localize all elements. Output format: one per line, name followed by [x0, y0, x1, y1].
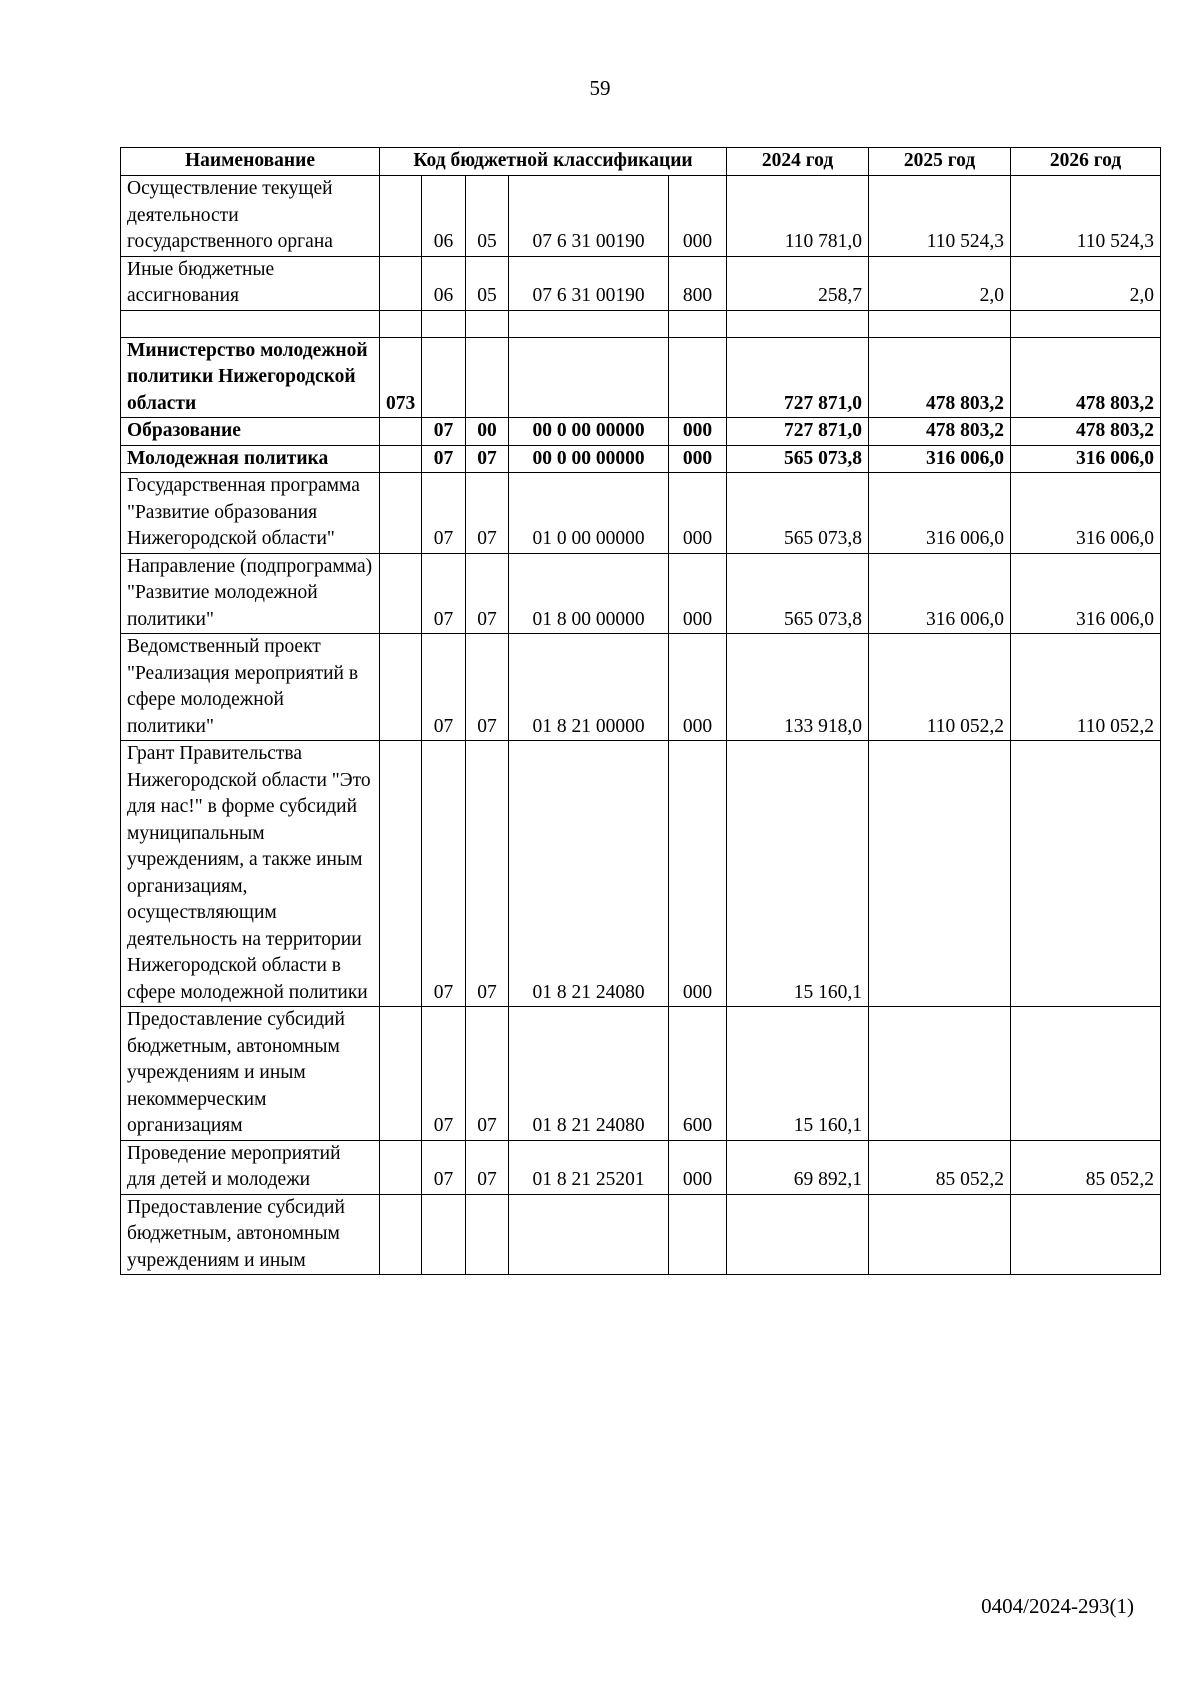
row-vr: 000	[669, 176, 727, 257]
row-ved	[380, 634, 422, 741]
table-row	[121, 176, 1161, 257]
row-2025: 2,0	[869, 256, 1011, 310]
row-pr: 07	[466, 634, 509, 741]
row-pr	[466, 1194, 509, 1275]
header-2024: 2024 год	[727, 148, 869, 176]
row-rz: 07	[422, 741, 466, 1007]
row-name: Иные бюджетные ассигнования	[121, 256, 380, 310]
row-ved	[380, 418, 422, 446]
row-2024	[727, 1194, 869, 1275]
row-pr: 07	[466, 553, 509, 634]
row-ved	[380, 176, 422, 257]
row-name: Предоставление субсидий бюджетным, автономным учреждениям и иным некоммерческим организациям	[121, 1007, 380, 1141]
row-name: Образование	[121, 418, 380, 446]
row-name: Ведомственный проект "Реализация мероприятий в сфере молодежной политики"	[121, 634, 380, 741]
row-csr: 00 0 00 00000	[509, 445, 669, 473]
row-vr: 000	[669, 1140, 727, 1194]
row-ved	[380, 741, 422, 1007]
row-2024: 565 073,8	[727, 553, 869, 634]
row-name: Направление (подпрограмма) "Развитие молодежной политики"	[121, 553, 380, 634]
row-2026	[1011, 741, 1161, 1007]
row-2026: 110 052,2	[1011, 634, 1161, 741]
table-row	[121, 256, 1161, 310]
row-ved	[380, 1007, 422, 1141]
row-pr: 07	[466, 1007, 509, 1141]
row-ved	[380, 445, 422, 473]
row-pr: 07	[466, 445, 509, 473]
row-rz: 06	[422, 176, 466, 257]
row-2024: 727 871,0	[727, 337, 869, 418]
row-name: Грант Правительства Нижегородской области "Это для нас!" в форме субсидий муниципальным учреждениям, а также иным организациям, осуществляющим деятельность на территории Нижегородской области в сфере молодежной политики	[121, 741, 380, 1007]
row-vr: 800	[669, 256, 727, 310]
row-csr: 01 8 21 00000	[509, 634, 669, 741]
row-csr: 01 8 21 25201	[509, 1140, 669, 1194]
row-vr	[669, 1194, 727, 1275]
row-2026: 85 052,2	[1011, 1140, 1161, 1194]
row-rz: 07	[422, 418, 466, 446]
row-ved	[380, 1140, 422, 1194]
table-row	[121, 473, 1161, 554]
row-name: Осуществление текущей деятельности государственного органа	[121, 176, 380, 257]
row-csr: 07 6 31 00190	[509, 176, 669, 257]
row-2026: 316 006,0	[1011, 553, 1161, 634]
row-2026: 478 803,2	[1011, 337, 1161, 418]
row-2025: 110 524,3	[869, 176, 1011, 257]
row-pr: 07	[466, 473, 509, 554]
header-2025: 2025 год	[869, 148, 1011, 176]
row-csr: 00 0 00 00000	[509, 418, 669, 446]
row-2025: 110 052,2	[869, 634, 1011, 741]
budget-table	[120, 147, 1161, 1275]
row-vr: 000	[669, 445, 727, 473]
table-row	[121, 418, 1161, 446]
row-pr: 07	[466, 741, 509, 1007]
row-csr: 01 8 00 00000	[509, 553, 669, 634]
row-rz: 07	[422, 1007, 466, 1141]
table-row	[121, 741, 1161, 1007]
row-2025	[869, 1007, 1011, 1141]
empty-row	[121, 310, 1161, 337]
row-2024: 565 073,8	[727, 473, 869, 554]
row-2024: 69 892,1	[727, 1140, 869, 1194]
document-code: 0404/2024-293(1)	[981, 1594, 1134, 1618]
row-2026: 478 803,2	[1011, 418, 1161, 446]
table-row	[121, 1007, 1161, 1141]
row-name: Министерство молодежной политики Нижегородской области	[121, 337, 380, 418]
table-row	[121, 553, 1161, 634]
row-ved	[380, 256, 422, 310]
row-rz	[422, 1194, 466, 1275]
row-rz	[422, 337, 466, 418]
table-row	[121, 634, 1161, 741]
row-2026: 316 006,0	[1011, 473, 1161, 554]
row-vr: 000	[669, 473, 727, 554]
row-pr: 05	[466, 176, 509, 257]
row-csr	[509, 1194, 669, 1275]
row-rz: 07	[422, 1140, 466, 1194]
row-ved: 073	[380, 337, 422, 418]
row-rz: 07	[422, 445, 466, 473]
row-name: Проведение мероприятий для детей и молодежи	[121, 1140, 380, 1194]
row-2026	[1011, 1007, 1161, 1141]
row-vr	[669, 337, 727, 418]
row-name: Государственная программа "Развитие образования Нижегородской области"	[121, 473, 380, 554]
row-2025: 316 006,0	[869, 445, 1011, 473]
table-row	[121, 1194, 1161, 1275]
row-csr: 01 0 00 00000	[509, 473, 669, 554]
row-pr: 05	[466, 256, 509, 310]
row-ved	[380, 473, 422, 554]
row-vr: 000	[669, 741, 727, 1007]
header-name: Наименование	[121, 148, 380, 176]
header-2026: 2026 год	[1011, 148, 1161, 176]
row-csr	[509, 337, 669, 418]
row-vr: 600	[669, 1007, 727, 1141]
row-2025: 85 052,2	[869, 1140, 1011, 1194]
row-2025: 316 006,0	[869, 473, 1011, 554]
page-number: 59	[589, 76, 611, 100]
row-name: Молодежная политика	[121, 445, 380, 473]
row-pr: 00	[466, 418, 509, 446]
row-csr: 07 6 31 00190	[509, 256, 669, 310]
table-row	[121, 337, 1161, 418]
row-2025: 478 803,2	[869, 418, 1011, 446]
row-name: Предоставление субсидий бюджетным, автономным учреждениям и иным	[121, 1194, 380, 1275]
row-rz: 07	[422, 553, 466, 634]
table-row	[121, 445, 1161, 473]
row-ved	[380, 553, 422, 634]
row-vr: 000	[669, 634, 727, 741]
row-2024: 15 160,1	[727, 1007, 869, 1141]
row-rz: 06	[422, 256, 466, 310]
row-2026: 110 524,3	[1011, 176, 1161, 257]
row-csr: 01 8 21 24080	[509, 741, 669, 1007]
row-rz: 07	[422, 473, 466, 554]
row-2025	[869, 741, 1011, 1007]
table-header-row	[121, 148, 1161, 176]
row-csr: 01 8 21 24080	[509, 1007, 669, 1141]
row-2026	[1011, 1194, 1161, 1275]
row-rz: 07	[422, 634, 466, 741]
row-2024: 258,7	[727, 256, 869, 310]
row-2025: 316 006,0	[869, 553, 1011, 634]
row-2024: 565 073,8	[727, 445, 869, 473]
header-code: Код бюджетной классификации	[380, 148, 727, 176]
row-2025: 478 803,2	[869, 337, 1011, 418]
row-2026: 316 006,0	[1011, 445, 1161, 473]
row-vr: 000	[669, 553, 727, 634]
row-2024: 133 918,0	[727, 634, 869, 741]
row-vr: 000	[669, 418, 727, 446]
row-2026: 2,0	[1011, 256, 1161, 310]
row-pr: 07	[466, 1140, 509, 1194]
row-2025	[869, 1194, 1011, 1275]
row-2024: 727 871,0	[727, 418, 869, 446]
row-pr	[466, 337, 509, 418]
row-2024: 15 160,1	[727, 741, 869, 1007]
row-ved	[380, 1194, 422, 1275]
row-2024: 110 781,0	[727, 176, 869, 257]
table-row	[121, 1140, 1161, 1194]
